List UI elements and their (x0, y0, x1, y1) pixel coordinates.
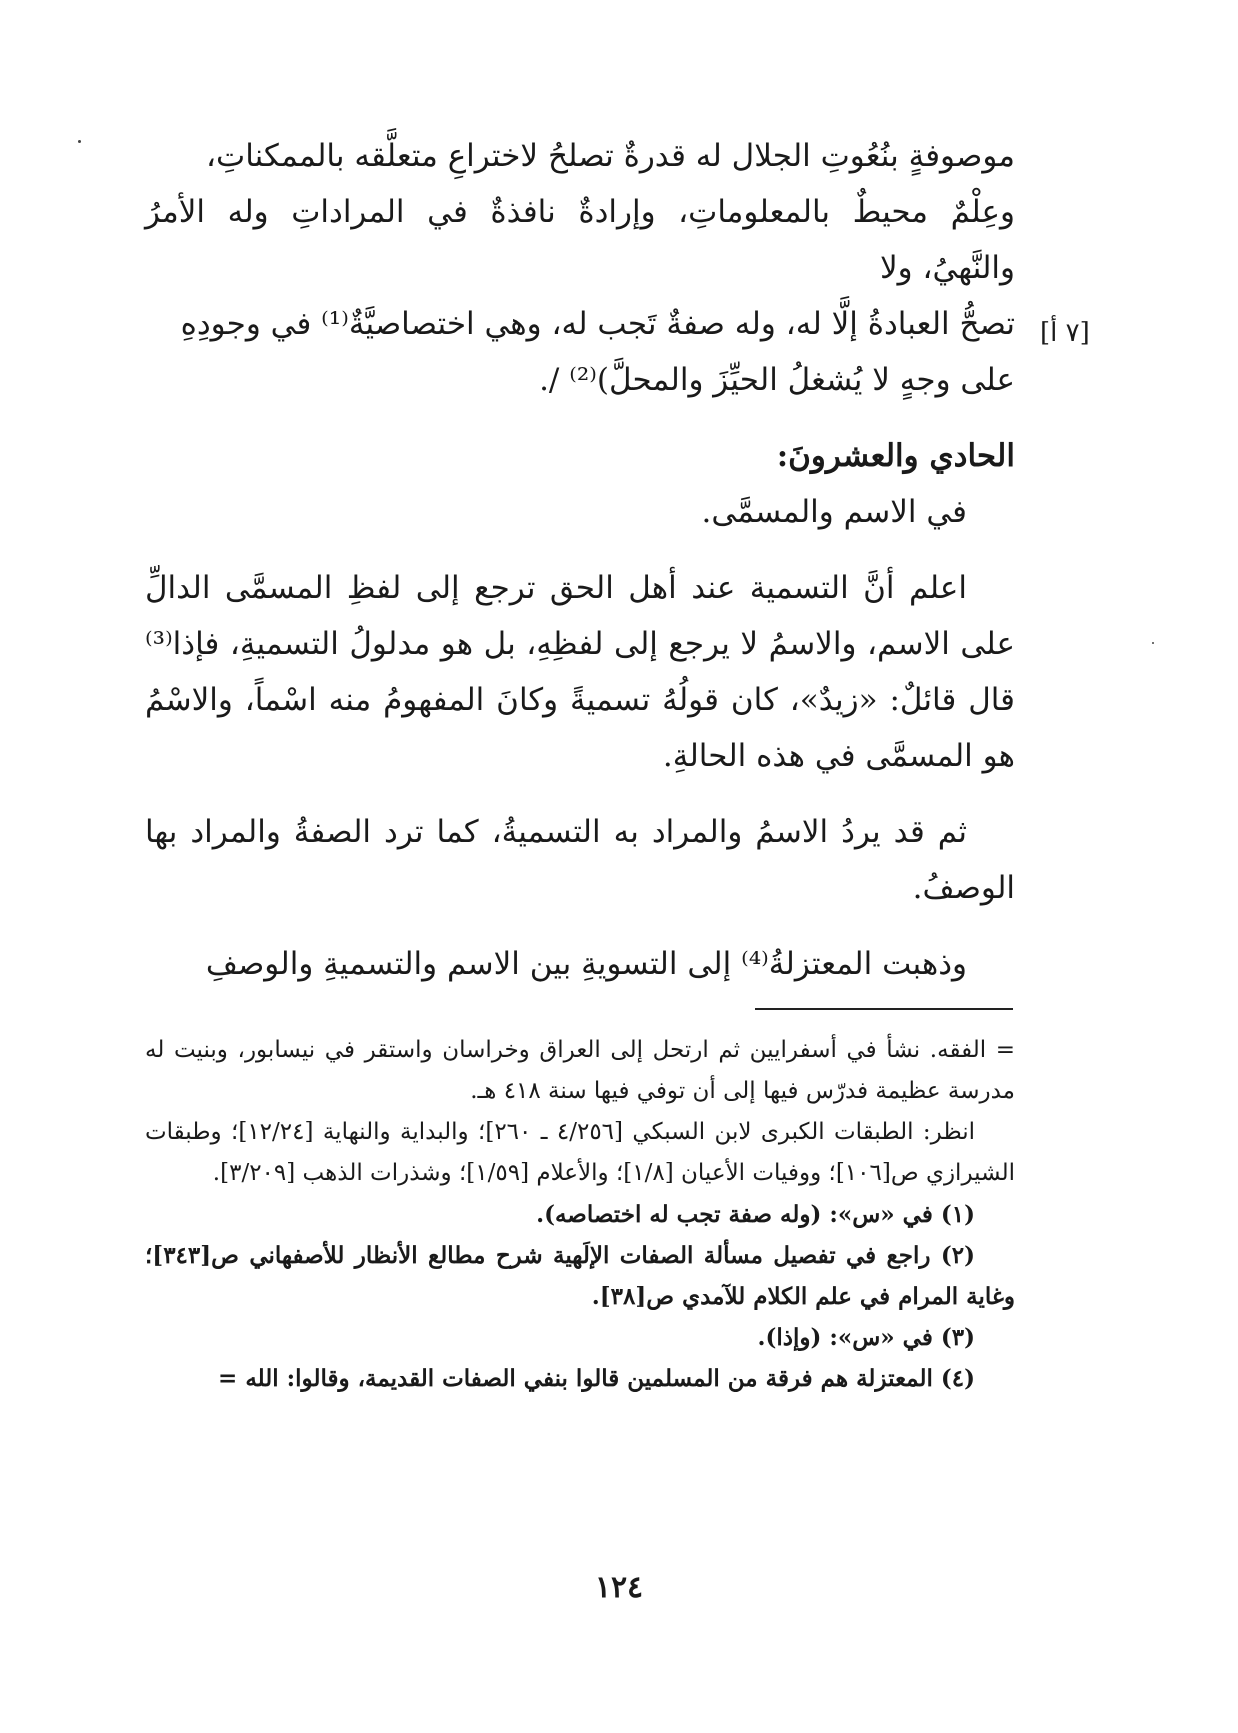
footnotes (145, 1030, 1015, 1399)
paragraph: اعلم أنَّ التسمية عند أهل الحق ترجع إلى لفظِ المسمَّى الدالِّ على الاسم، والاسمُ لا يرجع إلى لفظِهِ، بل هو مدلولُ التسميةِ، فإذا⁽³⁾ قال قائلٌ: «زيدٌ»، كان قولُهُ تسميةً وكانَ المفهومُ منه اسْماً، والاسْمُ هو المسمَّى في هذه الحالةِ. (145, 570, 1015, 774)
section-heading: الحادي والعشرونَ: (776, 438, 1015, 474)
text-line: موصوفةٍ بنُعُوتِ الجلال له قدرةٌ تصلحُ لاختراعِ متعلَّقه بالممكناتِ، (206, 138, 1015, 174)
paragraph: وذهبت المعتزلةُ⁽⁴⁾ إلى التسويةِ بين الاسم والتسميةِ والوصفِ (205, 946, 967, 982)
scan-speck (1152, 642, 1154, 644)
footnote-3: (٣) في «س»: (وإذا). (757, 1324, 975, 1351)
footnote-separator (755, 1008, 1013, 1010)
manuscript-folio-marker: [٧ أ] (1040, 318, 1090, 348)
section-subheading: في الاسم والمسمَّى. (701, 494, 967, 530)
scan-speck (78, 140, 81, 143)
paragraph: ثم قد يردُ الاسمُ والمراد به التسميةُ، كما ترد الصفةُ والمراد بها الوصفُ. (145, 814, 1015, 906)
footnote-1: (١) في «س»: (وله صفة تجب له اختصاصه). (536, 1201, 975, 1228)
page-number: ١٢٤ (594, 1570, 644, 1605)
text-line: على وجهٍ لا يُشغلُ الحيِّزَ والمحلَّ)⁽²⁾ /. (539, 362, 1015, 398)
footnote-4: (٤) المعتزلة هم فرقة من المسلمين قالوا بنفي الصفات القديمة، وقالوا: الله = (218, 1365, 975, 1392)
footnote-2: (٢) راجع في تفصيل مسألة الصفات الإلَهية شرح مطالع الأنظار للأصفهاني ص[٣٤٣]؛ وغاية المرام في علم الكلام للآمدي ص[٣٨]. (145, 1242, 1015, 1310)
footnote-sources: انظر: الطبقات الكبرى لابن السبكي [٤/٢٥٦ ـ ٢٦٠]؛ والبداية والنهاية [١٢/٢٤]؛ وطبقات الشيرازي ص[١٠٦]؛ ووفيات الأعيان [١/٨]؛ والأعلام [١/٥٩]؛ وشذرات الذهب [٣/٢٠٩]. (145, 1119, 1015, 1186)
footnote-continuation: = الفقه. نشأ في أسفرايين ثم ارتحل إلى العراق وخراسان واستقر في نيسابور، وبنيت له مدرسة عظيمة فدرّس فيها إلى أن توفي فيها سنة ٤١٨ هـ. (145, 1037, 1015, 1104)
text-line: تصحُّ العبادةُ إلَّا له، وله صفةٌ تَجب له، وهي اختصاصيَّةٌ⁽¹⁾ في وجودِهِ (180, 306, 1015, 342)
main-text (145, 128, 1015, 992)
text-line: وعِلْمٌ محيطٌ بالمعلوماتِ، وإرادةٌ نافذةٌ في المراداتِ وله الأمرُ والنَّهيُ، ولا (145, 194, 1015, 286)
